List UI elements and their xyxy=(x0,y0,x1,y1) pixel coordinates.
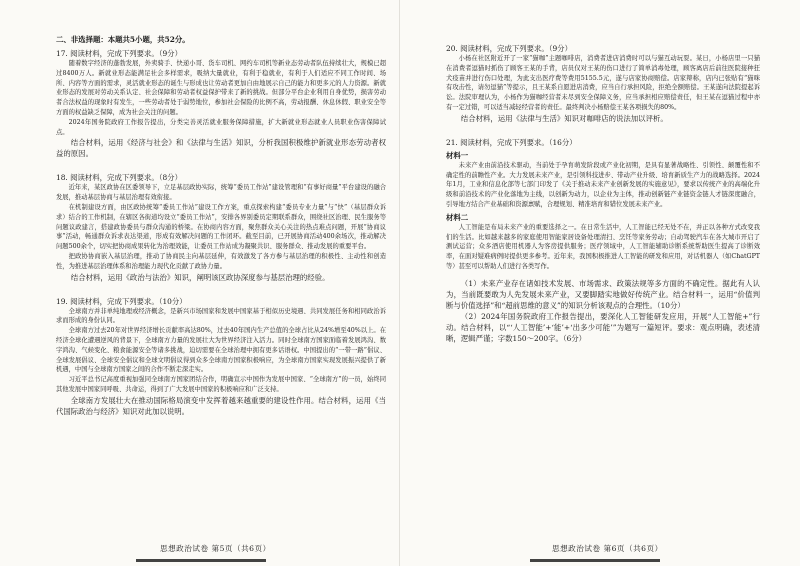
question-20-material: 小杨在社区附近开了一家“猫咖”主题咖啡店，消费者进店消费时可以与猫互动玩耍。某日，小杨店里一只猫在消费者逗猫时抓伤了顾客王某的手背，店员仅对王某的伤口进行了简单消毒处理，顾客离店后前往医院接种狂犬疫苗并进行伤口处理，为此支出医疗费等费用5155.5元，遂与店家协商赔偿。店家辩称，店内已张贴有“猫咪有攻击性，请勿逗猫”等提示，且王某系自愿进店消费，应当自行承担风险，拒绝全额赔偿。王某遂向法院提起诉讼。法院审理认为，小杨作为猫咖经营者未尽到安全保障义务，应当承担相应赔偿责任，但王某在逗猫过程中亦有一定过错，可以适当减轻经营者的责任。最终判决小杨赔偿王某各项损失的80%。 xyxy=(446,55,760,111)
question-19-material: 全球南方并非单纯地理或经济概念，是新兴市场国家和发展中国家基于相似历史境遇、共同发展任务和相同政治诉求而形成的身份认同。 xyxy=(56,307,386,325)
question-18-material: 把政协协商嵌入基层治理，推动了协商民主向基层延伸，有效激发了各方参与基层治理的积极性、主动性和创造性，为推进基层治理体系和治理能力现代化贡献了政协力量。 xyxy=(56,252,386,270)
question-19-material: 全球南方过去20年对世界经济增长贡献率高达80%，过去40年国内生产总值的全球占比从24%增至40%以上。在经济全球化遭遇逆风的背景下，全球南方力量的发展壮大为世界经济注入活力。同时全球南方国家面临着发展鸿沟、数字鸿沟、气候变化、粮食能源安全等诸多挑战，迫切需要在全球治理中拥有更多话语权。中国提出的“一带一路”倡议、全球发展倡议、全球安全倡议和全球文明倡议得到众多全球南方国家积极响应，为全球南方国家实现发展振兴提供了新机遇，中国与全球南方国家之间的合作不断走深走实。 xyxy=(56,327,386,374)
question-18-material: 近年来，某区政协在区委领导下，立足基层政协实际，统筹“委员工作站”建设管理和“有事好商量”平台建设的融合发展，推动基层协商与基层治理有效衔接。 xyxy=(56,184,386,202)
footer-bar xyxy=(530,559,660,562)
question-21-task-2: （2）2024年国务院政府工作报告提出，要深化人工智能研发应用，开展“人工智能+”行动。结合材料，以“‘人工智能’+‘能’+‘出多少可能’”为题写一篇短评。要求：观点明确，表述清晰，逻辑严谨；字数150～200字。（6分） xyxy=(446,311,760,343)
question-19-heading: 19. 阅读材料，完成下列要求。（10分） xyxy=(56,296,187,306)
page-footer: 思想政治试卷 第5页（共6页） xyxy=(160,544,271,553)
question-18-material: 在机制建设方面，由区政协统筹“委员工作站”建设工作方案，重点探索构建“委员专业力量”与“快”（基层群众诉求）结合的工作机制，在辖区各街道均设立“委员工作站”，安排各界别委员定期联系群众，围绕社区治理、民生服务等问题议政建言，搭建政协委员与群众沟通的桥梁。在协商内容方面，聚焦群众关心关注的热点难点问题，开展“协商议事”活动，畅通群众诉求表达渠道，形成有效解决问题的工作闭环。截至目前，已开展协商活动400余场次，推动解决问题500余个，切实把协商成果转化为治理效能，让委员工作站成为凝聚共识、服务群众、推动发展的重要平台。 xyxy=(56,203,386,251)
section-title: 二、非选择题：本题共5小题，共52分。 xyxy=(56,35,190,44)
question-20-heading: 20. 阅读材料，完成下列要求。（9分） xyxy=(446,44,572,53)
question-17-material: 随着数字经济的蓬勃发展，外卖骑手、快递小哥、货车司机、网约车司机等新业态劳动者队伍持续壮大，规模已超过8400万人。新就业形态能满足社会多样需求，吸纳大量就业，有利于稳就业，有利于人们适应不同工作时间、场所、内容等方面的需求，灵活就业形态的诞生与形成也让劳动者更加自由地展示自己的能力和更多元的人力资源。新就业形态的发展对劳动关系认定、社会保障和劳动者权益保护带来了新的挑战。但部分平台企业利用自身优势，损害劳动者合法权益的现象时有发生，一些劳动者处于弱势地位，参加社会保险的比例不高，劳动报酬、休息休假、职业安全等方面的权益缺乏保障，成为社会关注的问题。 xyxy=(56,60,386,116)
footer-bar xyxy=(136,559,266,562)
question-21-material-two: 人工智能是布局未来产业的重要选择之一。在日常生活中，人工智能已经无处不在，并正以各种方式改变我们的生活。比如越来越多的家庭使用智能家居设备处理清扫、烹饪等家务劳动；自动驾驶汽车在各大城市开启了测试运营；众多酒店使用机器人为客房提供服务；医疗领域中，人工智能辅助诊断系统帮助医生提高了诊断效率，在面对疑难病例时提供更多参考。近年来，我国积极推进人工智能的研发和应用，对话机器人（如ChatGPT等）甚至可以帮助人们进行各类写作。 xyxy=(446,223,760,270)
question-18-task: 结合材料，运用《政治与法治》知识，阐明该区政协深度参与基层治理的经验。 xyxy=(70,272,330,282)
question-21-heading: 21. 阅读材料，完成下列要求。（16分） xyxy=(446,137,577,147)
question-17-material: 2024年国务院政府工作报告提出，分类完善灵活就业服务保障措施，扩大新就业形态就业人员职业伤害保障试点。 xyxy=(56,118,386,136)
page-footer: 思想政治试卷 第6页（共6页） xyxy=(552,544,663,553)
question-17-task: 结合材料，运用《经济与社会》和《法律与生活》知识，分析我国积极维护新就业形态劳动者权益的原因。 xyxy=(56,138,386,159)
question-19-task: 全球南方发展壮大在推动国际格局演变中发挥着越来越重要的建设性作用。结合材料，运用《当代国际政治与经济》知识对此加以说明。 xyxy=(56,395,386,416)
material-one-label: 材料一 xyxy=(446,150,469,160)
question-17-heading: 17. 阅读材料，完成下列要求。（9分） xyxy=(56,49,182,58)
question-19-material: 习近平总书记高度重视加强同全球南方国家团结合作，明确宣示中国作为发展中国家、“全球南方”的一员，始终同其他发展中国家同呼吸、共命运，得到了广大发展中国家的积极响应和广泛支持。 xyxy=(56,376,386,393)
question-21-task-1: （1）未来产业存在诸如技术发展、市场需求、政策法规等多方面的不确定性。据此有人认为，当前既要敢为人先发展未来产业，又要脚踏实地做好传统产业。结合材料一，运用“价值判断与价值选择”和“超前思维的意义”的知识分析该观点的合理性。（10分） xyxy=(446,278,760,310)
question-18-heading: 18. 阅读材料，完成下列要求。（8分） xyxy=(56,173,182,183)
question-21-material-one: 未来产业由前沿技术驱动，当前处于孕育萌发阶段或产业化初期，是具有显著战略性、引领性、颠覆性和不确定性的前瞻性产业。大力发展未来产业，是引领科技进步、带动产业升级、培育新质生产力的战略选择。2024年1月，工业和信息化部等七部门印发了《关于推动未来产业创新发展的实施意见》，要求以传统产业的高端化升级和前沿技术的产业化落地为主线，以创新为动力，以企业为主体，推动创新链产业链资金链人才链深度融合，引导地方结合产业基础和资源禀赋，合理规划、精准培育和错位发展未来产业。 xyxy=(446,161,760,208)
material-two-label: 材料二 xyxy=(446,212,469,222)
question-20-task: 结合材料，运用《法律与生活》知识对咖啡店的说法加以评析。 xyxy=(460,113,668,123)
exam-page-6 xyxy=(400,0,800,566)
